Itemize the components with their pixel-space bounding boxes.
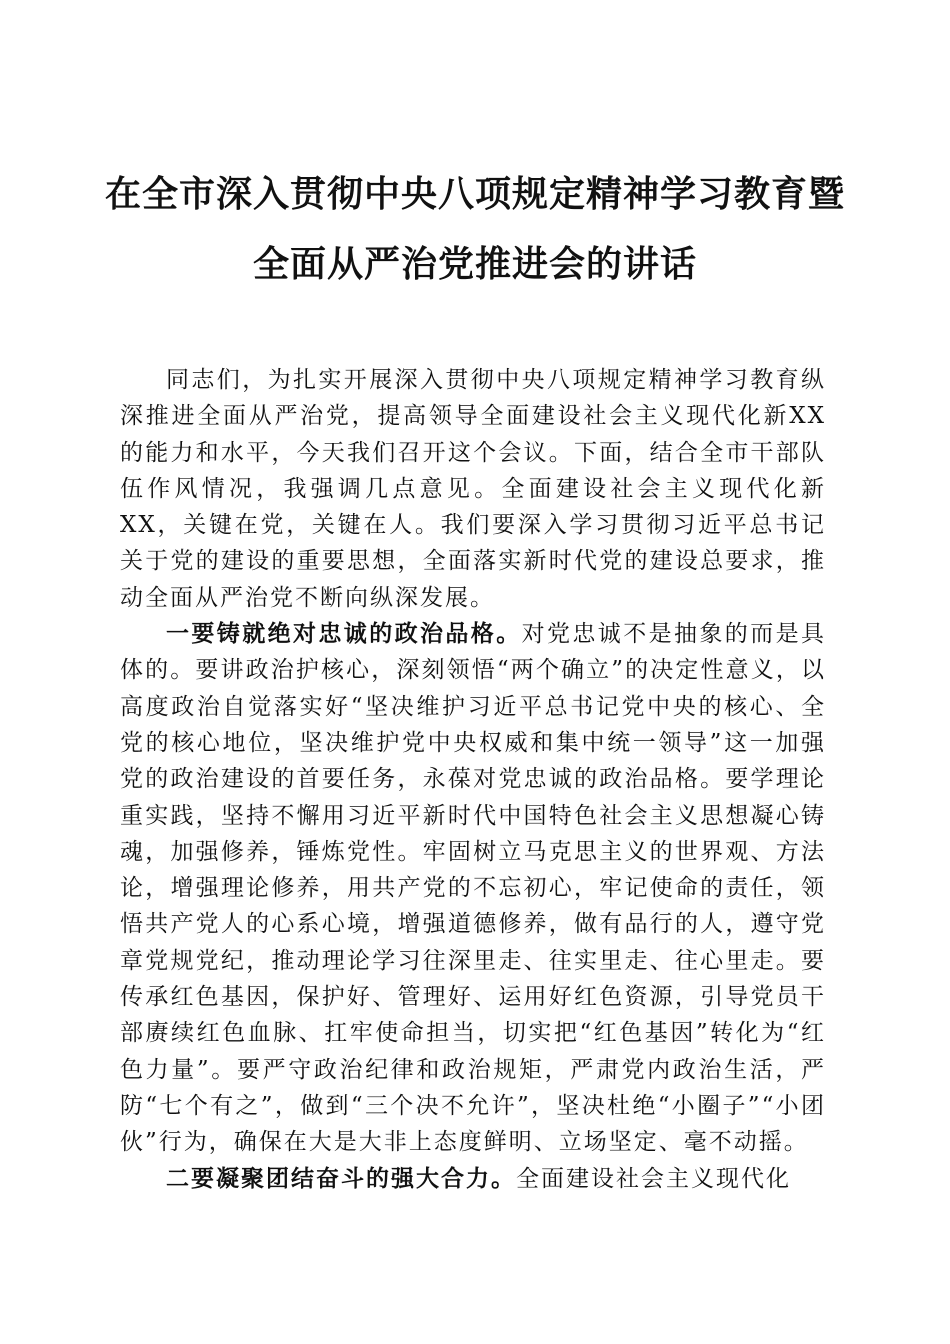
paragraph-text: 全面建设社会主义现代化: [516, 1165, 791, 1192]
paragraph-intro: [120, 362, 826, 616]
document-title: [100, 168, 850, 290]
paragraph-point-1: [120, 616, 826, 1160]
document-title-line-1: 在全市深入贯彻中央八项规定精神学习教育暨: [104, 173, 845, 215]
paragraph-point-2: [120, 1161, 826, 1197]
paragraph-text: 对党忠诚不是抽象的而是具体的。要讲政治护核心，深刻领悟“两个确立”的决定性意义，以高度政治自觉落实好“坚决维护习近平总书记党中央的核心、全党的核心地位，坚决维护党中央权威和集中统一领导”这一加强党的政治建设的首要任务，永葆对党忠诚的政治品格。要学理论重实践，坚持不懈用习近平新时代中国特色社会主义思想凝心铸魂，加强修养，锤炼党性。牢固树立马克思主义的世界观、方法论，增强理论修养，用共产党的不忘初心，牢记使命的责任，领悟共产党人的心系心境，增强道德修养，做有品行的人，遵守党章党规党纪，推动理论学习往深里走、往实里走、往心里走。要传承红色基因，保护好、管理好、运用好红色资源，引导党员干部赓续红色血脉、扛牢使命担当，切实把“红色基因”转化为“红色力量”。要严守政治纪律和政治规矩，严肃党内政治生活，严防“七个有之”，做到“三个决不允许”，坚决杜绝“小圈子”“小团伙”行为，确保在大是大非上态度鲜明、立场坚定、毫不动摇。: [120, 621, 827, 1156]
document-title-line-2: 全面从严治党推进会的讲话: [252, 243, 697, 285]
paragraph-lead-heading: 二要凝聚团结奋斗的强大合力。: [166, 1164, 516, 1192]
paragraph-text: 同志们，为扎实开展深入贯彻中央八项规定精神学习教育纵深推进全面从严治党，提高领导全面建设社会主义现代化新XX的能力和水平，今天我们召开这个会议。下面，结合全市干部队伍作风情况，我强调几点意见。全面建设社会主义现代化新XX，关键在党，关键在人。我们要深入学习贯彻习近平总书记关于党的建设的重要思想，全面落实新时代党的建设总要求，推动全面从严治党不断向纵深发展。: [120, 367, 826, 611]
paragraph-lead-heading: 一要铸就绝对忠诚的政治品格。: [166, 620, 522, 648]
document-body: [120, 362, 826, 1197]
